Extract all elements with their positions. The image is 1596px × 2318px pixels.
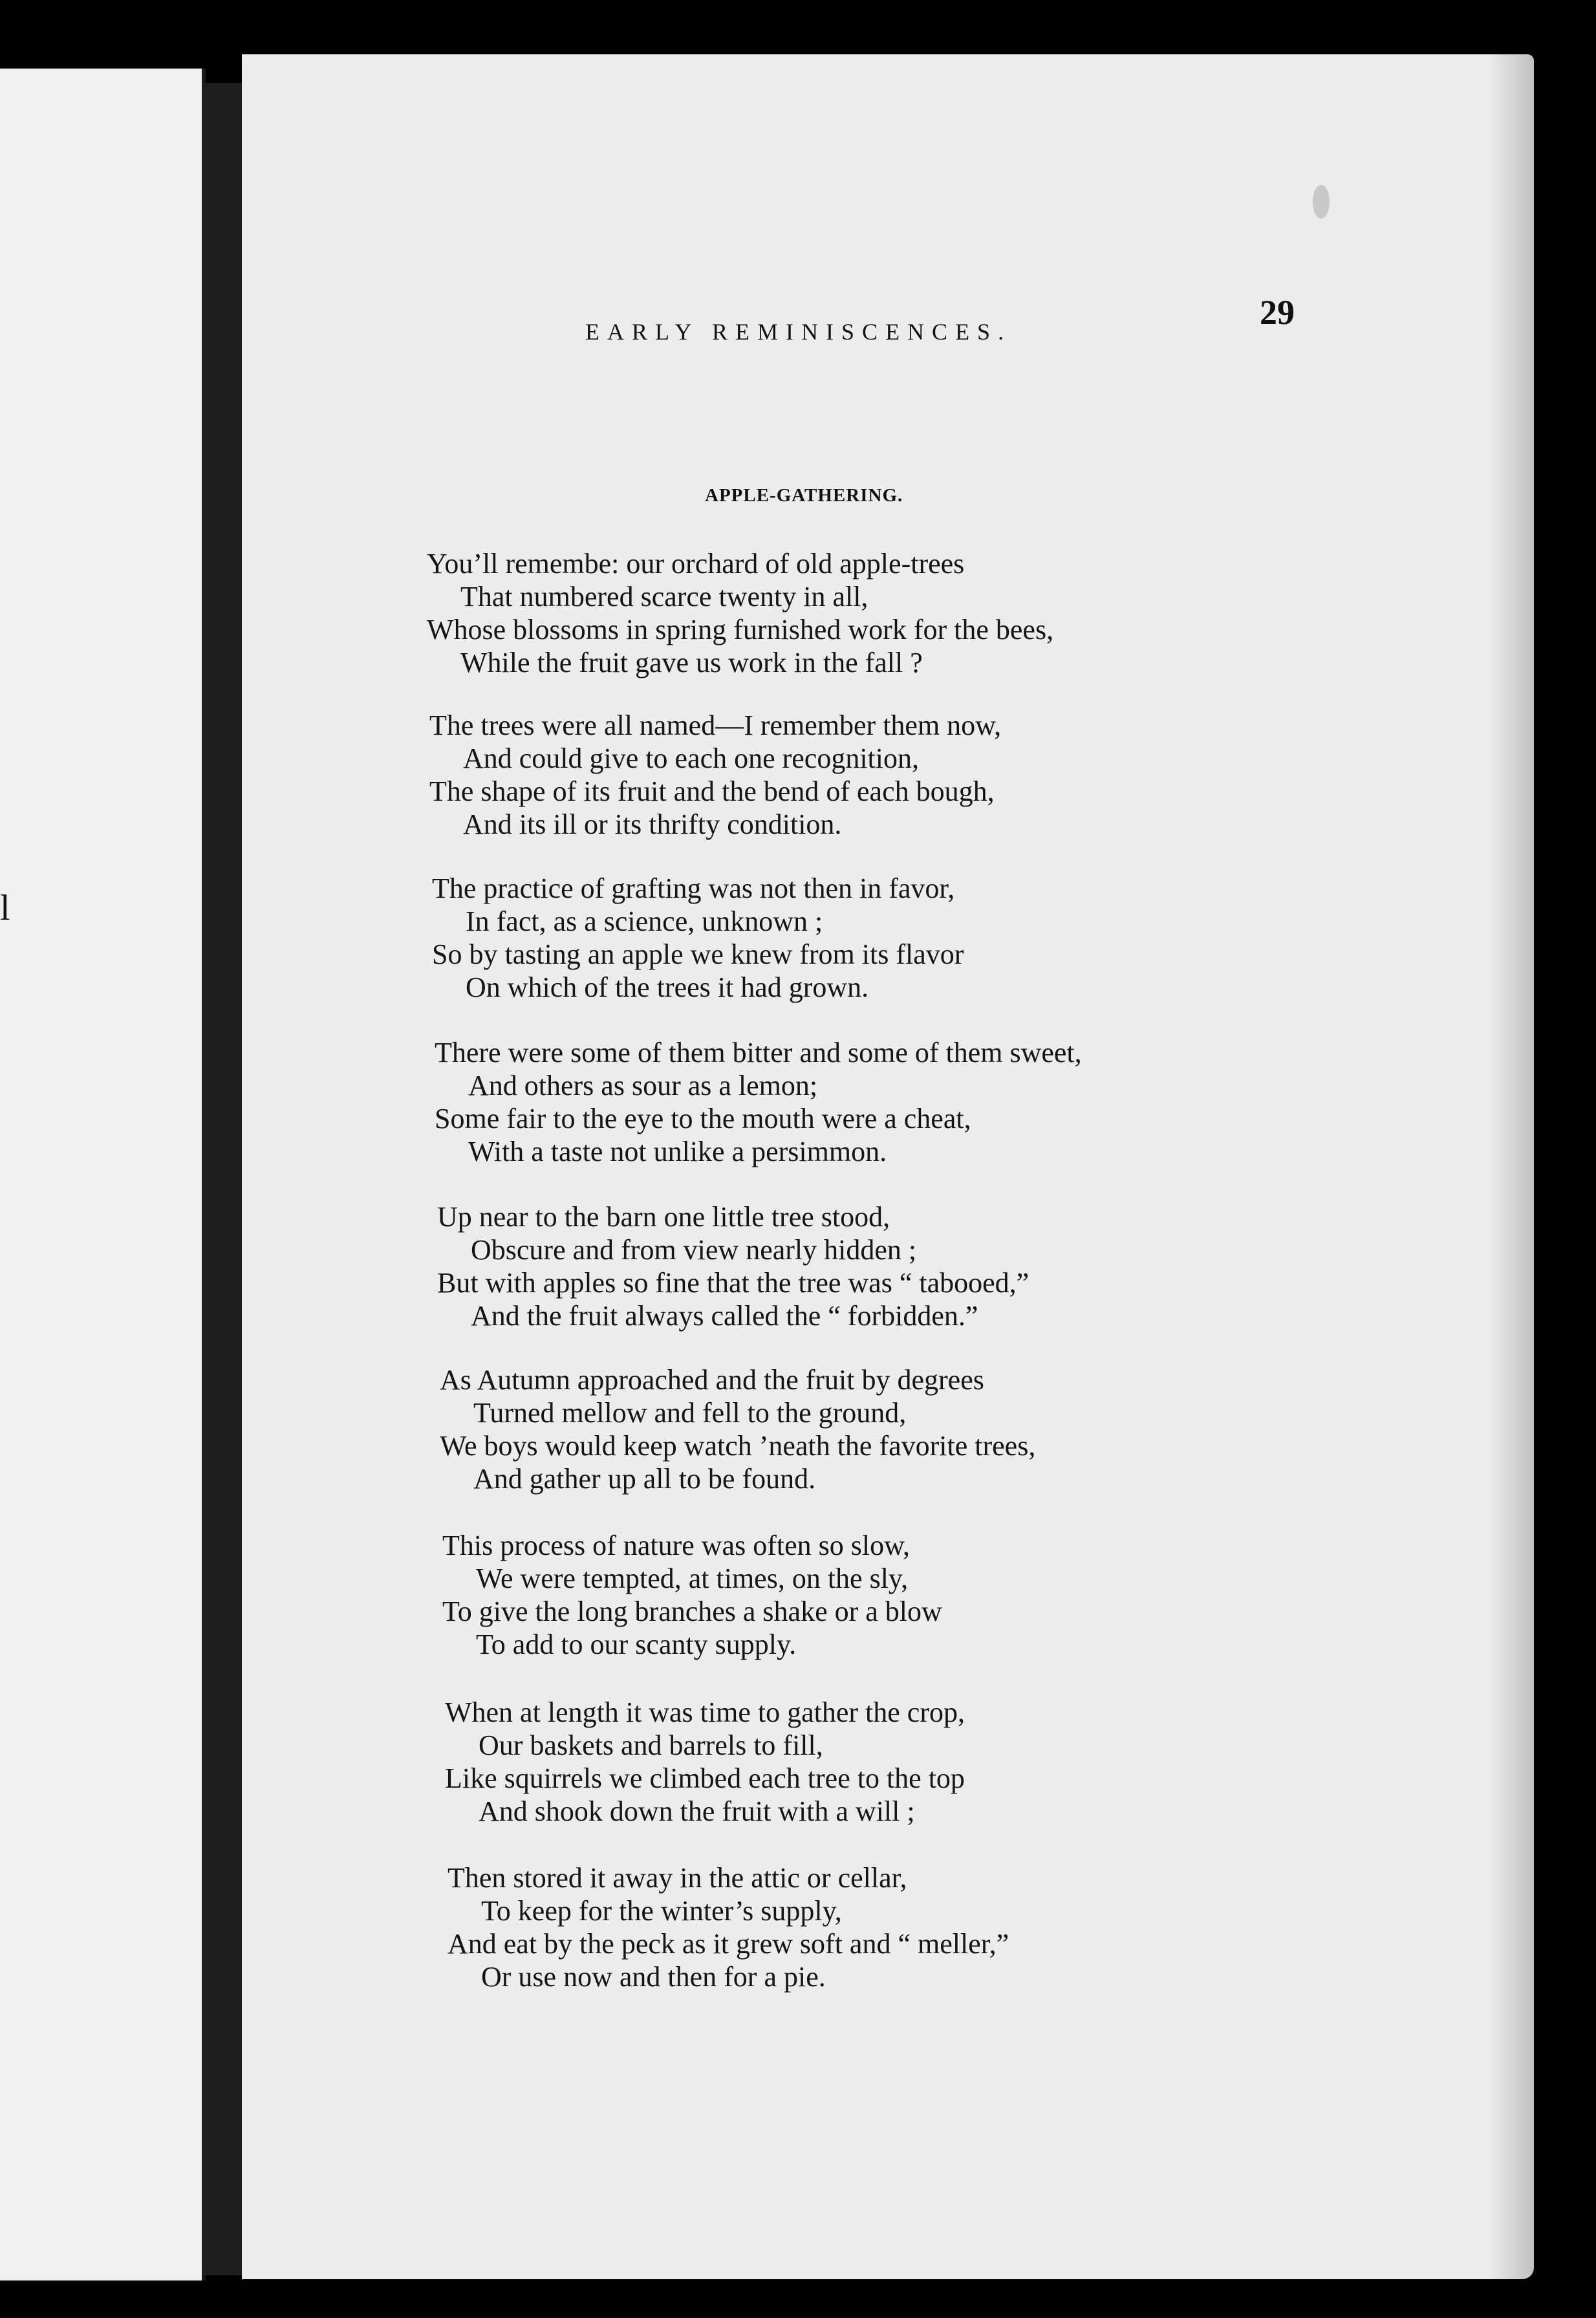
poem-line: And could give to each one recognition, — [463, 742, 920, 774]
poem-line: Obscure and from view nearly hidden ; — [471, 1234, 917, 1266]
poem-line: To keep for the winter’s supply, — [481, 1895, 842, 1927]
poem-line: Like squirrels we climbed each tree to the top — [445, 1762, 965, 1794]
poem-line: There were some of them bitter and some of them sweet, — [435, 1037, 1082, 1068]
poem-line: And shook down the fruit with a will ; — [479, 1795, 915, 1827]
poem-line: And others as sour as a lemon; — [468, 1070, 818, 1101]
left-page-mark: l — [0, 888, 10, 928]
poem-line: But with apples so fine that the tree was “ tabooed,” — [437, 1267, 1030, 1299]
running-head: EARLY REMINISCENCES. — [585, 319, 1012, 345]
poem-line: Some fair to the eye to the mouth were a cheat, — [435, 1103, 971, 1134]
poem-line: The practice of grafting was not then in favor, — [432, 872, 955, 904]
poem-line: And gather up all to be found. — [473, 1463, 816, 1495]
poem-line: And eat by the peck as it grew soft and “ meller,” — [448, 1928, 1009, 1960]
poem-line: Up near to the barn one little tree stood, — [437, 1201, 890, 1233]
poem-line: We boys would keep watch ’neath the favorite trees, — [440, 1430, 1036, 1462]
poem-line: While the fruit gave us work in the fall ? — [460, 647, 923, 678]
poem-line: Then stored it away in the attic or cellar, — [448, 1862, 907, 1894]
poem-line: We were tempted, at times, on the sly, — [476, 1563, 909, 1594]
poem-line: In fact, as a science, unknown ; — [466, 905, 823, 937]
poem-line: When at length it was time to gather the crop, — [445, 1696, 965, 1728]
poem-line: That numbered scarce twenty in all, — [460, 581, 868, 612]
poem-line: As Autumn approached and the fruit by degrees — [440, 1364, 984, 1396]
poem-line: To give the long branches a shake or a blow — [442, 1596, 942, 1627]
poem-line: Whose blossoms in spring furnished work for the bees, — [427, 614, 1054, 645]
poem-line: So by tasting an apple we knew from its flavor — [432, 938, 964, 970]
poem-line: This process of nature was often so slow, — [442, 1530, 910, 1561]
poem-line: To add to our scanty supply. — [476, 1629, 797, 1660]
poem-line: With a taste not unlike a persimmon. — [468, 1136, 887, 1167]
poem-title: APPLE-GATHERING. — [705, 485, 903, 506]
poem-line: Our baskets and barrels to fill, — [479, 1729, 823, 1761]
poem-line: Turned mellow and fell to the ground, — [473, 1397, 907, 1429]
poem-line: The trees were all named—I remember them now, — [429, 709, 1002, 741]
poem-line: And the fruit always called the “ forbidden.” — [471, 1300, 978, 1332]
poem-line: And its ill or its thrifty condition. — [463, 808, 842, 840]
poem-line: The shape of its fruit and the bend of each bough, — [429, 775, 995, 807]
page-number: 29 — [1260, 293, 1295, 332]
poem-line: Or use now and then for a pie. — [481, 1961, 826, 1993]
poem-line: You’ll remembe: our orchard of old apple-trees — [427, 548, 965, 580]
poem-line: On which of the trees it had grown. — [466, 971, 869, 1003]
